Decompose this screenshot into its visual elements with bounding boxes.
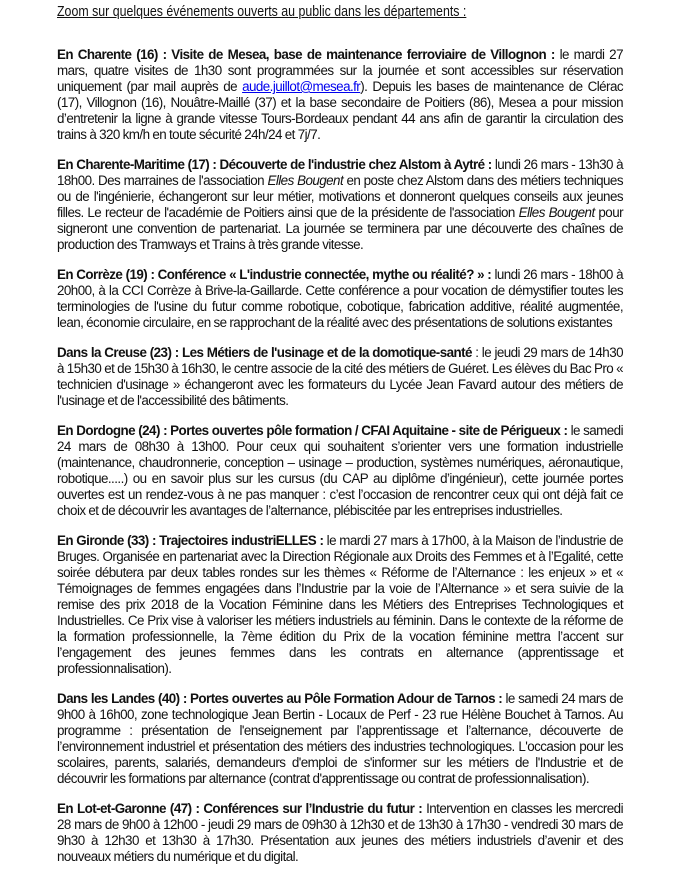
association-name: Elles Bougent [267, 173, 344, 188]
event-body: le mardi 27 mars, quatre visites de 1h30 sont programmées sur la journée et sont accessibles sur réservation uniquement (par mail auprès de [57, 47, 623, 94]
event-heading: En Charente-Maritime (17) : Découverte de l'industrie chez Alstom à Aytré : [57, 157, 492, 172]
event-correze [57, 267, 623, 331]
event-body: : le jeudi 29 mars de 14h30 à 15h30 et de 15h30 à 16h30, le centre associe de la cité des métiers de Guéret. Les élèves du Bac Pro « technicien d'usinage » échangeront avec les formateurs du Lycée Jean Favard autour des métiers de l'usinage et de l'accessibilité des bâtiments. [57, 345, 623, 408]
event-landes [57, 691, 623, 787]
event-body: le samedi 24 mars de 08h30 à 13h00. Pour ceux qui souhaitent s’orienter vers une formation industrielle (maintenance, chaudronnerie, conception – usinage – production, systèmes numériques, aéronautique, robotique.....) ou en savoir plus sur les cursus (du CAP au diplôme d’ingénieur), cette journée portes ouvertes est un rendez-vous à ne pas manquer : c’est l’occasion de rencontrer ceux qui ont déjà fait ce choix et de découvrir les avantages de l’alternance, plébiscitée par les entreprises industrielles. [57, 423, 623, 518]
email-link[interactable]: aude.juillot@mesea.fr [242, 79, 361, 94]
event-dordogne [57, 423, 623, 519]
event-heading: Dans la Creuse (23) : Les Métiers de l'usinage et de la domotique-santé [57, 345, 472, 360]
event-body: le mardi 27 mars à 17h00, à la Maison de l’industrie de Bruges. Organisée en partenariat avec la Direction Régionale aux Droits des Femmes et à l’Egalité, cette soirée débutera par deux tables rondes sur les thèmes « Réforme de l’Alternance : les enjeux » et « Témoignages de femmes engagées dans l’Industrie par la voie de l’Alternance » et sera suivie de la remise des prix 2018 de la Vocation Féminine dans les Métiers des Entreprises Technologiques et Industrielles. Ce Prix vise à valoriser les métiers industriels au féminin. Dans le contexte de la réforme de la formation professionnelle, la 7ème édition du Prix de la vocation féminine mettra l’accent sur l’engagement des jeunes femmes dans les contrats en alternance (apprentissage et professionnalisation). [57, 533, 624, 676]
event-lot-et-garonne [57, 801, 623, 865]
event-heading: En Charente (16) : Visite de Mesea, base de maintenance ferroviaire de Villognon : [57, 47, 555, 62]
document-page [57, 0, 624, 864]
event-heading: Dans les Landes (40) : Portes ouvertes au Pôle Formation Adour de Tarnos : [57, 691, 503, 706]
page-title: Zoom sur quelques événements ouverts au public dans les départements : [57, 4, 467, 20]
event-creuse [57, 345, 623, 409]
events-list [57, 47, 623, 879]
event-heading: En Lot-et-Garonne (47) : Conférences sur l’Industrie du futur : [57, 801, 423, 816]
event-heading: En Corrèze (19) : Conférence « L'industrie connectée, mythe ou réalité? » : [57, 267, 492, 282]
event-gironde [57, 533, 623, 677]
association-name: Elles Bougent [518, 205, 595, 220]
event-body: Intervention en classes les mercredi 28 mars de 9h00 à 12h00 - jeudi 29 mars de 09h30 à 12h30 et de 13h30 à 17h30 - vendredi 30 mars de 9h30 à 12h30 et 13h30 à 17h30. Présentation aux jeunes des métiers industriels d’avenir et des nouveaux métiers du numérique et du digital. [57, 801, 623, 864]
event-body: en poste chez Alstom dans des métiers techniques ou de l'ingénierie, échangeront sur leur métier, motivations et donneront quelques conseils aux jeunes filles. Le recteur de l'académie de Poitiers ainsi que de la présidente de l'association [57, 173, 623, 220]
event-body: ). Depuis les bases de maintenance de Clérac (17), Villognon (16), Nouâtre-Maillé (37) et la base secondaire de Poitiers (86), Mesea a pour mission d’entretenir la ligne à grande vitesse Tours-Bordeaux pendant 44 ans afin de garantir la circulation des trains à 320 km/h en toute sécurité 24h/24 et 7j/7. [57, 79, 623, 142]
event-body: le samedi 24 mars de 9h00 à 16h00, zone technologique Jean Bertin - Locaux de Perf - 23 rue Hélène Bouchet à Tarnos. Au programme : présentation de l'enseignement par l’apprentissage et l’alternance, découverte de l’environnement industriel et présentation des métiers des industries technologiques. L'occasion pour les scolaires, parents, salariés, demandeurs d'emploi de s'informer sur les métiers de l'Industrie et de découvrir les formations par alternance (contrat d'apprentissage ou contrat de professionnalisation). [57, 691, 623, 786]
event-charente [57, 47, 623, 143]
event-body: lundi 26 mars - 13h30 à 18h00. Des marraines de l'association [57, 157, 623, 188]
event-heading: En Gironde (33) : Trajectoires industriELLES : [57, 533, 324, 548]
event-body: pour signeront une convention de partenariat. La journée se terminera par une découverte des chaînes de production des Tramways et Trains à très grande vitesse. [57, 205, 623, 252]
event-charente-maritime [57, 157, 623, 253]
event-heading: En Dordogne (24) : Portes ouvertes pôle formation / CFAI Aquitaine - site de Périgueux : [57, 423, 568, 438]
event-body: lundi 26 mars - 18h00 à 20h00, à la CCI Corrèze à Brive-la-Gaillarde. Cette conférence a pour vocation de démystifier toutes les terminologies de l'usine du futur comme robotique, cobotique, fabrication additive, réalité augmentée, lean, économie circulaire, en se rapprochant de la réalité avec des présentations de solutions existantes [57, 267, 623, 330]
